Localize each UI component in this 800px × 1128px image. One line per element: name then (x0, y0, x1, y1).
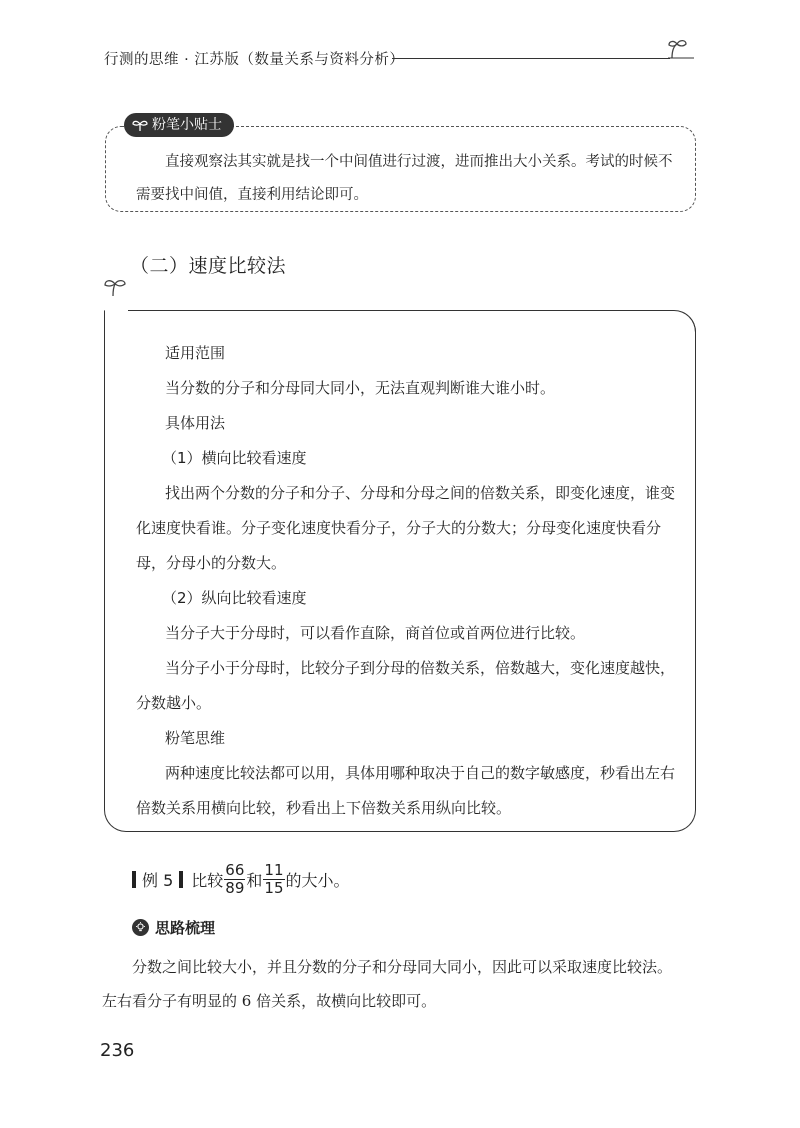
thinking-label: 粉笔思维 (165, 729, 226, 747)
method-box-content (136, 336, 676, 826)
page-number: 236 (100, 1040, 135, 1061)
example-suffix: 的大小。 (285, 871, 350, 890)
vertical-text-1: 当分子大于分母时，可以看作直除，商首位或首两位进行比较。 (165, 624, 586, 642)
scope-label: 适用范围 (165, 344, 226, 362)
sprout-icon (132, 118, 148, 132)
fraction-1-numerator: 66 (225, 861, 245, 879)
example-marker-right (179, 871, 183, 888)
fraction-1 (224, 862, 245, 897)
example-marker-left (132, 871, 136, 888)
method-box-top-border (128, 310, 674, 311)
tip-label (124, 113, 234, 137)
analysis-text-2: 左右看分子有明显的 6 倍关系，故横向比较即可。 (102, 992, 437, 1010)
example-prefix: 比较 (191, 871, 224, 890)
analysis-heading (132, 917, 215, 938)
horizontal-label: （1）横向比较看速度 (162, 449, 307, 467)
horizontal-text: 找出两个分数的分子和分子、分母和分母之间的倍数关系，即变化速度，谁变化速度快看谁。分子变化速度快看分子，分子大的分数大；分母变化速度快看分母，分母小的分数大。 (136, 484, 676, 572)
tip-label-text: 粉笔小贴士 (152, 117, 222, 133)
fraction-2 (263, 862, 284, 897)
analysis-heading-text: 思路梳理 (155, 919, 216, 937)
analysis-text-1: 分数之间比较大小，并且分数的分子和分母同大同小，因此可以采取速度比较法。 (132, 958, 673, 976)
fraction-1-denominator: 89 (225, 879, 245, 897)
method-box-tick (104, 330, 105, 360)
fraction-2-numerator: 11 (264, 861, 284, 879)
example-question (132, 862, 350, 897)
scope-text: 当分数的分子和分母同大同小，无法直观判断谁大谁小时。 (165, 379, 556, 397)
usage-label: 具体用法 (165, 414, 226, 432)
header-rule (392, 58, 670, 59)
tip-text: 直接观察法其实就是找一个中间值进行过渡，进而推出大小关系。考试的时候不需要找中间值，直接利用结论即可。 (136, 154, 673, 203)
running-header-title: 行测的思维 · 江苏版（数量关系与资料分析） (104, 52, 405, 68)
thinking-text: 两种速度比较法都可以用，具体用哪种取决于自己的数字敏感度，秒看出左右倍数关系用横向比较，秒看出上下倍数关系用纵向比较。 (136, 764, 676, 817)
fraction-2-denominator: 15 (264, 879, 284, 897)
example-label: 例 5 (142, 871, 174, 890)
example-and: 和 (246, 871, 263, 890)
section-heading: （二）速度比较法 (130, 255, 287, 277)
sprout-icon (100, 276, 130, 298)
analysis-text (102, 950, 696, 1018)
sprout-icon (668, 38, 698, 60)
vertical-text-2: 当分子小于分母时，比较分子到分母的倍数关系，倍数越大，变化速度越快，分数越小。 (136, 659, 676, 712)
lightbulb-icon (132, 919, 149, 936)
vertical-label: （2）纵向比较看速度 (162, 589, 307, 607)
